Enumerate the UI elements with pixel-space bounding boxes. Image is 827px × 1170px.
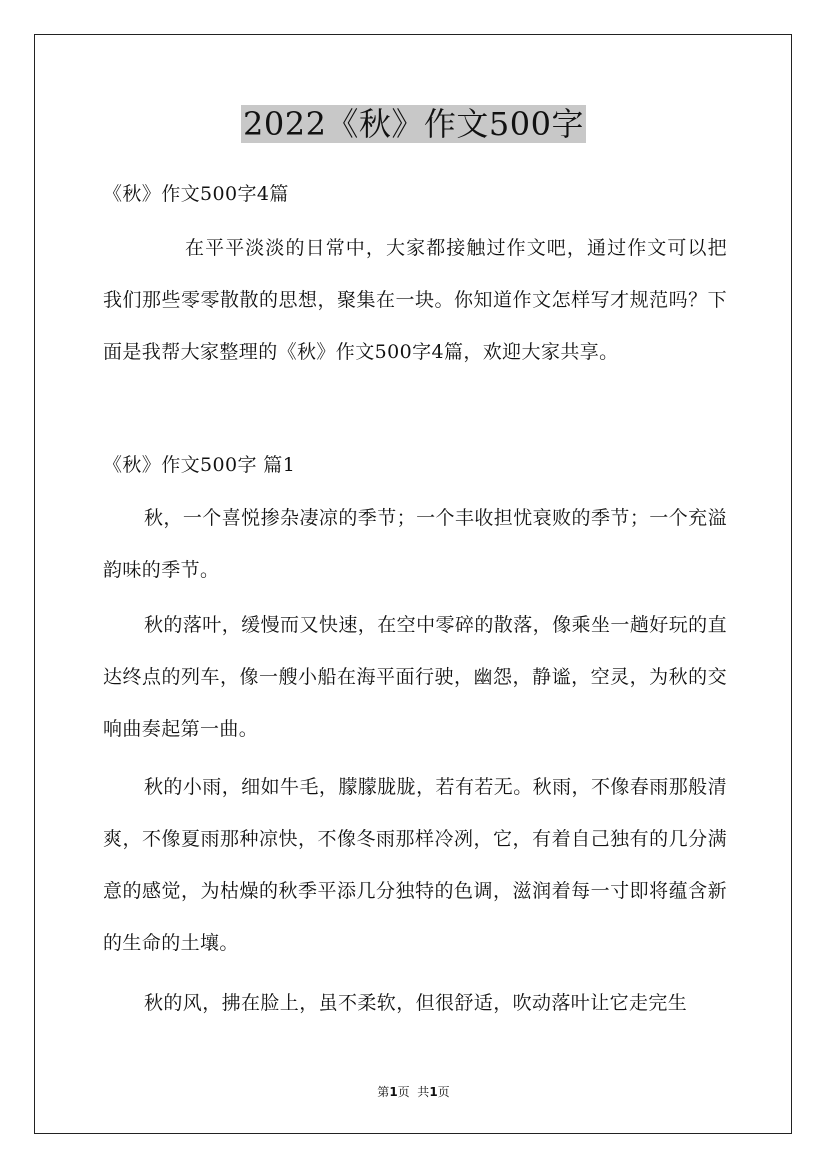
footer-page-suffix: 页 [437,1085,450,1099]
intro-paragraph: 在平平淡淡的日常中，大家都接触过作文吧，通过作文可以把我们那些零零散散的思想，聚集在一块。你知道作文怎样写才规范吗？下面是我帮大家整理的《秋》作文500字4篇，欢迎大家共享。 [103,237,727,363]
footer-page-current: 1 [389,1085,398,1099]
body-paragraph-1: 秋，一个喜悦掺杂凄凉的季节；一个丰收担忧衰败的季节；一个充溢韵味的季节。 [103,507,727,581]
footer-page-prefix: 第 [377,1085,390,1099]
section-heading: 《秋》作文500字 篇1 [103,454,296,476]
document-subtitle: 《秋》作文500字4篇 [103,183,289,205]
document-title-wrap [0,104,827,144]
document-title: 2022《秋》作文500字 [242,105,585,143]
footer-page-total: 1 [429,1085,438,1099]
page-footer [0,1083,827,1100]
body-paragraph-3: 秋的小雨，细如牛毛，朦朦胧胧，若有若无。秋雨，不像春雨那般清爽，不像夏雨那种凉快，不像冬雨那样冷冽，它，有着自己独有的几分满意的感觉，为枯燥的秋季平添几分独特的色调，滋润着每一寸即将蕴含新的生命的土壤。 [103,776,727,954]
body-paragraph-4: 秋的风，拂在脸上，虽不柔软，但很舒适，吹动落叶让它走完生 [144,992,688,1014]
body-paragraph-2: 秋的落叶，缓慢而又快速，在空中零碎的散落，像乘坐一趟好玩的直达终点的列车，像一艘小船在海平面行驶，幽怨，静谧，空灵，为秋的交响曲奏起第一曲。 [103,614,727,740]
footer-page-mid: 页 共 [397,1085,430,1099]
